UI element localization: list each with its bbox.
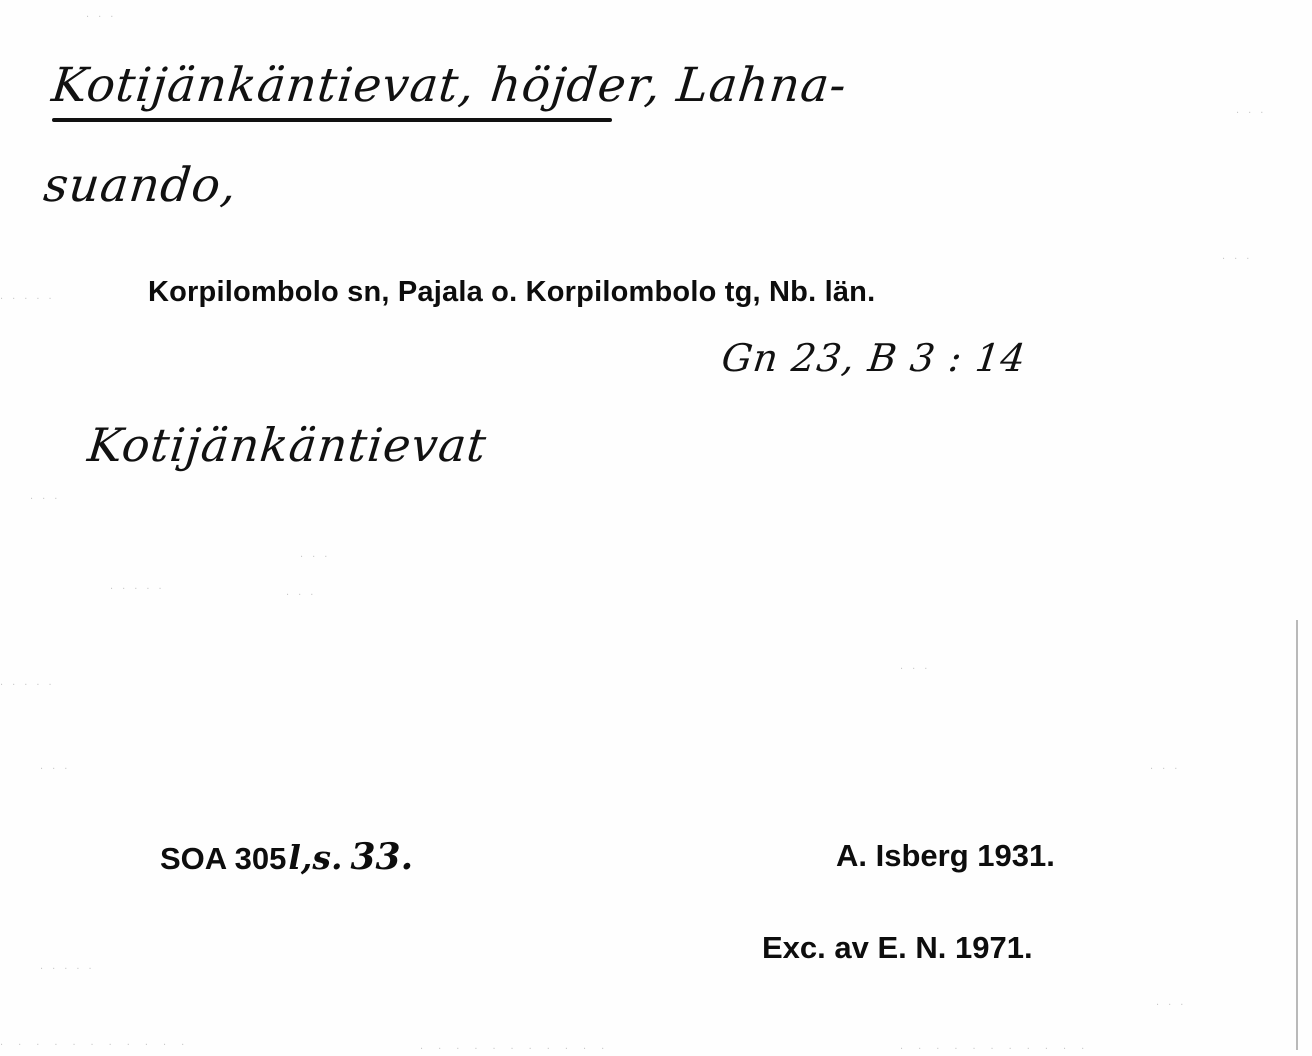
handwritten-title-line-1: Kotijänkäntievat, höjder, Lahna-	[49, 58, 850, 113]
scan-noise-dots: . . .	[40, 760, 71, 772]
scan-noise-dots: . . .	[300, 548, 331, 560]
scan-noise-dots: . . .	[1222, 250, 1253, 262]
scan-noise-dots: . . .	[900, 660, 931, 672]
reference-code: Gn 23, B 3 : 14	[719, 336, 1029, 380]
scan-noise-dots: . . .	[286, 586, 317, 598]
scan-noise-dots: . . .	[1156, 996, 1187, 1008]
archive-signature	[160, 836, 413, 878]
archive-signature-ls: l,s.	[288, 838, 343, 877]
card-edge-line	[1296, 620, 1298, 1050]
scan-noise-dots: . . . . .	[0, 676, 55, 688]
author-line: A. Isberg 1931.	[836, 838, 1055, 873]
scan-noise-dots: . . . . . . . . . . .	[420, 1040, 611, 1052]
scan-noise-dots: . . . . .	[40, 960, 95, 972]
scan-noise-dots: . . . . .	[110, 580, 165, 592]
handwritten-place-name: Kotijänkäntievat	[85, 418, 490, 472]
scan-noise-dots: . . .	[30, 490, 61, 502]
scan-noise-dots: . . .	[1150, 760, 1181, 772]
archive-signature-label: SOA 305	[160, 841, 287, 876]
excerpt-line: Exc. av E. N. 1971.	[762, 930, 1033, 965]
scan-noise-dots: . . . . . . . . . . .	[900, 1040, 1091, 1052]
scan-noise-dots: . . .	[1236, 104, 1267, 116]
title-underline	[52, 118, 612, 122]
archive-signature-number: 33.	[350, 836, 414, 878]
handwritten-title-line-2: suando,	[41, 158, 240, 213]
scan-noise-dots: . . .	[86, 8, 117, 20]
parish-line: Korpilombolo sn, Pajala o. Korpilombolo tg, Nb. län.	[148, 276, 876, 308]
scan-noise-dots: . . . . . . . . . . .	[0, 1036, 191, 1048]
scan-noise-dots: . . . . .	[0, 290, 55, 302]
